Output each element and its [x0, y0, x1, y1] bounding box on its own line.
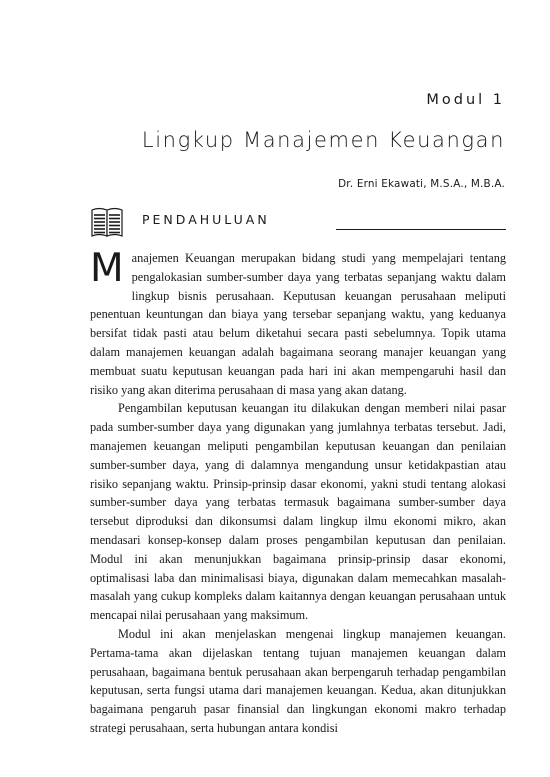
body-text	[90, 246, 506, 738]
paragraph	[90, 246, 506, 399]
module-number: Modul 1	[426, 92, 505, 108]
section-rule	[336, 229, 506, 230]
section-label: PENDAHULUAN	[142, 212, 270, 227]
chapter-title: Lingkup Manajemen Keuangan	[141, 128, 505, 152]
paragraph-text: anajemen Keuangan merupakan bidang studi yang mempelajari tentang pengalokasian sumber-sumber daya yang terbatas sepanjang waktu dalam lingkup bisnis perusahaan. Keputusan keuangan perusahaan meliputi penentuan keuntungan dan biaya yang tersebar sepanjang waktu, yang keduanya bersifat tidak pasti atau belum diketahui secara pasti sebelumnya. Topik utama dalam manajemen keuangan adalah bagaimana seorang manajer keuangan yang membuat suatu keputusan keuangan pada hari ini akan mempengaruhi hasil dan risiko yang akan diterima perusahaan di masa yang akan datang.	[90, 251, 506, 397]
paragraph: Modul ini akan menjelaskan mengenai lingkup manajemen keuangan. Pertama-tama akan dijelaskan tentang tujuan manajemen keuangan dalam perusahaan, bagaimana bentuk perusahaan akan berpengaruh terhadap pengambilan keputusan, serta fungsi utama dari manajemen keuangan. Kedua, akan ditunjukkan bagaimana pengaruh pasar finansial dan lingkungan ekonomi makro terhadap strategi perusahaan, serta hubungan antara kondisi	[90, 626, 506, 735]
book-icon	[90, 206, 124, 238]
drop-cap: M	[90, 246, 124, 291]
paragraph: Pengambilan keputusan keuangan itu dilakukan dengan memberi nilai pasar pada sumber-sumber daya yang digunakan yang jumlahnya terbatas tersebut. Jadi, manajemen keuangan meliputi pengambilan keputusan keuangan dan penilaian sumber-sumber daya, yang di dalamnya mengandung unsur ketidakpastian atau risiko sepanjang waktu. Prinsip-prinsip dasar ekonomi, yakni studi tentang alokasi sumber-sumber daya yang terbatas termasuk bagaimana sumber-sumber daya tersebut diproduksi dan dikonsumsi dalam lingkup ilmu ekonomi mikro, akan mendasari konsep-konsep dalam proses pengambilan keputusan dan penilaian. Modul ini akan menunjukkan bagaimana prinsip-prinsip dasar ekonomi, optimalisasi laba dan minimalisasi biaya, digunakan dalam memecahkan masalah-masalah yang cukup kompleks dalam kaitannya dengan keuangan perusahaan untuk mencapai nilai perusahaan yang maksimum.	[90, 401, 506, 623]
section-heading	[90, 198, 506, 238]
author-name: Dr. Erni Ekawati, M.S.A., M.B.A.	[338, 178, 505, 190]
